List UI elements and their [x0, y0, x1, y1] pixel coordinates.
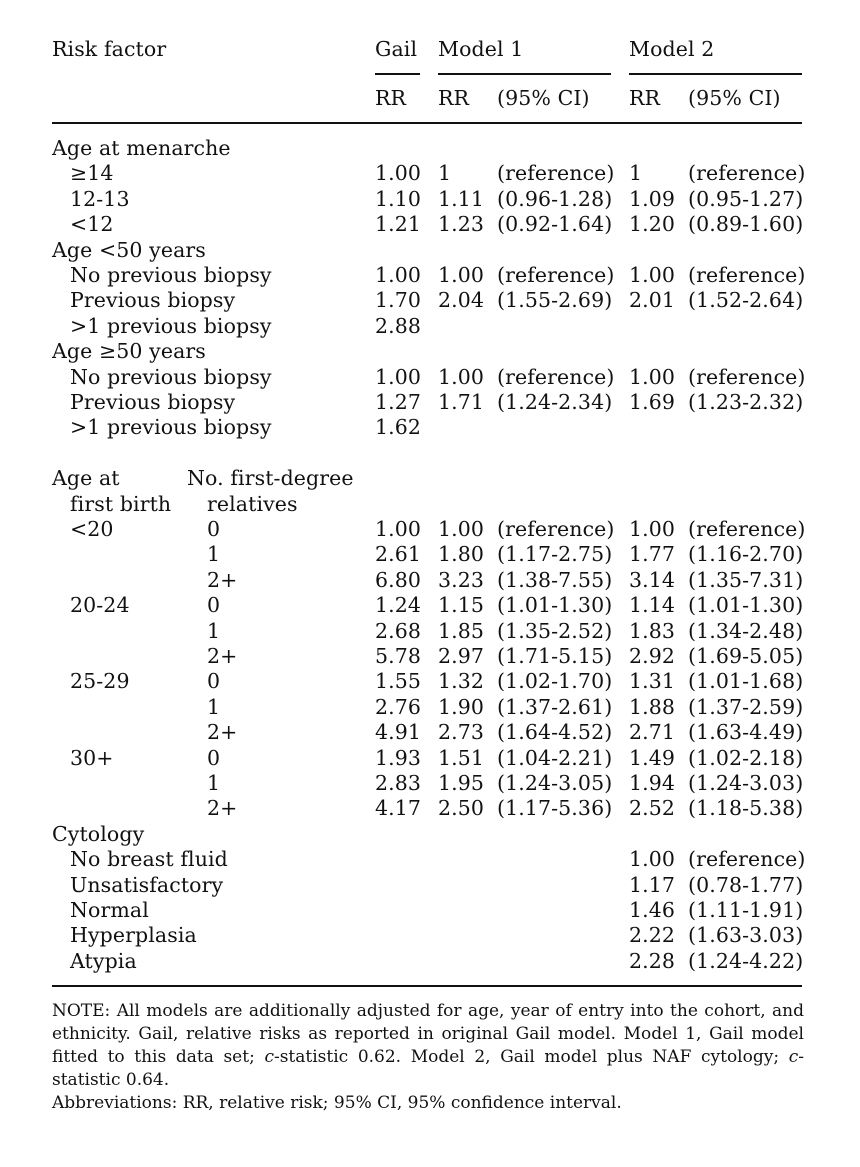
gail-rr: 1.27: [375, 390, 422, 414]
gail-rr: 2.61: [375, 542, 422, 567]
model1-rr: 1.32: [438, 669, 485, 694]
gail-rr: 1.00: [375, 364, 422, 389]
birth-age-group: 25-29: [70, 669, 130, 694]
header-gail: Gail: [375, 37, 418, 61]
model1-rr: 1.80: [438, 542, 485, 567]
subheader-m1-ci: (95% CI): [497, 86, 590, 110]
model2-ci: (1.11-1.91): [688, 898, 804, 922]
model1-rr: 3.23: [438, 567, 485, 592]
model2-ci: (0.95-1.27): [688, 186, 804, 211]
model2-ci: (1.16-2.70): [688, 542, 804, 567]
abbreviations: Abbreviations: RR, relative risk; 95% CI, 95% confidence interval.: [52, 1093, 622, 1113]
model2-rr: 1.00: [629, 847, 676, 872]
model1-rr: 1.23: [438, 212, 485, 237]
birth-header-relatives-line2: relatives: [207, 491, 298, 516]
birth-header-relatives: No. first-degree: [187, 466, 354, 491]
relatives-count: 1: [207, 542, 221, 567]
relatives-count: 2+: [207, 644, 238, 668]
rule-table-bottom: [52, 985, 802, 987]
model2-ci: (0.78-1.77): [688, 872, 804, 897]
model2-rr: 1.14: [629, 593, 676, 618]
model2-ci: (1.52-2.64): [688, 288, 804, 313]
model2-rr: 1.09: [629, 186, 676, 211]
relatives-count: 0: [207, 593, 221, 618]
model2-rr: 2.92: [629, 644, 676, 668]
gail-rr: 4.17: [375, 796, 422, 821]
model2-rr: 2.52: [629, 796, 676, 821]
model1-ci: (1.37-2.61): [497, 694, 613, 719]
row-label: Unsatisfactory: [70, 872, 224, 897]
relatives-count: 0: [207, 745, 221, 770]
gail-rr: 2.83: [375, 771, 422, 795]
gail-rr: 1.70: [375, 288, 422, 313]
row-label: No previous biopsy: [70, 364, 272, 389]
model2-ci: (1.63-3.03): [688, 923, 804, 948]
header-risk-factor: Risk factor: [52, 37, 167, 61]
model1-ci: (reference): [497, 161, 615, 186]
relatives-count: 2+: [207, 720, 238, 745]
model2-rr: 1.00: [629, 517, 676, 541]
model1-ci: (1.24-3.05): [497, 771, 613, 795]
model2-rr: 2.01: [629, 288, 676, 313]
model2-ci: (0.89-1.60): [688, 212, 804, 237]
gail-rr: 6.80: [375, 567, 422, 592]
section-title: Age <50 years: [52, 237, 206, 262]
model1-ci: (1.04-2.21): [497, 745, 613, 770]
subheader-m2-ci: (95% CI): [688, 86, 781, 110]
relatives-count: 1: [207, 694, 221, 719]
gail-rr: 1.55: [375, 669, 422, 694]
model2-ci: (reference): [688, 847, 806, 872]
model1-ci: (1.64-4.52): [497, 720, 613, 745]
model1-ci: (reference): [497, 364, 615, 389]
model2-ci: (1.35-7.31): [688, 567, 804, 592]
gail-rr: 4.91: [375, 720, 422, 745]
relatives-count: 1: [207, 618, 221, 643]
note-paragraph: NOTE: All models are additionally adjusted for age, year of entry into the cohort, and ethnicity. Gail, relative risks as reported in original Gail model. Model 1, Gail model fitted to this data set; c-statistic 0.62. Model 2, Gail model plus NAF cytology; c-statistic 0.64.: [52, 1001, 804, 1090]
model1-ci: (1.17-2.75): [497, 542, 613, 567]
rule-model2: [629, 73, 802, 75]
model1-ci: (0.96-1.28): [497, 186, 613, 211]
relatives-count: 1: [207, 771, 221, 795]
relatives-count: 0: [207, 669, 221, 694]
gail-rr: 1.62: [375, 415, 422, 440]
header-model1: Model 1: [438, 37, 524, 61]
model2-ci: (reference): [688, 263, 806, 287]
model2-rr: 1.00: [629, 263, 676, 287]
row-label: No breast fluid: [70, 847, 228, 872]
row-label: ≥14: [70, 161, 114, 186]
model2-rr: 1.49: [629, 745, 676, 770]
relatives-count: 0: [207, 517, 221, 541]
model2-rr: 1.17: [629, 872, 676, 897]
gail-rr: 1.00: [375, 263, 422, 287]
rule-gail: [375, 73, 420, 75]
birth-age-group: 30+: [70, 745, 114, 770]
model1-rr: 2.97: [438, 644, 485, 668]
row-label: Normal: [70, 898, 149, 922]
model2-ci: (reference): [688, 364, 806, 389]
gail-rr: 1.00: [375, 161, 422, 186]
model1-rr: 1.00: [438, 263, 485, 287]
model2-rr: 3.14: [629, 567, 676, 592]
model2-ci: (1.01-1.30): [688, 593, 804, 618]
row-label: >1 previous biopsy: [70, 415, 272, 440]
gail-rr: 2.68: [375, 618, 422, 643]
model2-rr: 1.88: [629, 694, 676, 719]
model1-rr: 2.73: [438, 720, 485, 745]
model2-ci: (1.02-2.18): [688, 745, 804, 770]
model1-ci: (reference): [497, 517, 615, 541]
rule-header-bottom: [52, 122, 802, 124]
subheader-m1-rr: RR: [438, 86, 470, 110]
model1-ci: (1.02-1.70): [497, 669, 613, 694]
model2-rr: 2.28: [629, 948, 676, 973]
model1-rr: 1.85: [438, 618, 485, 643]
rule-model1: [438, 73, 611, 75]
model1-rr: 2.04: [438, 288, 485, 313]
model2-rr: 1.31: [629, 669, 676, 694]
section-title: Age at menarche: [52, 136, 231, 160]
model1-rr: 1.71: [438, 390, 485, 414]
model1-rr: 1.00: [438, 364, 485, 389]
model1-rr: 1.51: [438, 745, 485, 770]
model1-rr: 1.95: [438, 771, 485, 795]
gail-rr: 1.00: [375, 517, 422, 541]
gail-rr: 5.78: [375, 644, 422, 668]
gail-rr: 2.88: [375, 313, 422, 338]
model2-ci: (1.18-5.38): [688, 796, 804, 821]
model2-ci: (1.69-5.05): [688, 644, 804, 668]
table-note: [52, 1000, 804, 1115]
model1-rr: 1: [438, 161, 452, 186]
model1-ci: (1.17-5.36): [497, 796, 613, 821]
birth-age-group: 20-24: [70, 593, 130, 618]
model2-ci: (1.34-2.48): [688, 618, 804, 643]
row-label: Previous biopsy: [70, 288, 236, 313]
subheader-gail-rr: RR: [375, 86, 407, 110]
row-label: 12-13: [70, 186, 130, 211]
model2-ci: (1.37-2.59): [688, 694, 804, 719]
model1-ci: (1.24-2.34): [497, 390, 613, 414]
row-label: Previous biopsy: [70, 390, 236, 414]
model1-ci: (1.38-7.55): [497, 567, 613, 592]
model2-rr: 1: [629, 161, 643, 186]
model2-ci: (1.63-4.49): [688, 720, 804, 745]
birth-header-age-line2: first birth: [70, 491, 172, 516]
model1-ci: (0.92-1.64): [497, 212, 613, 237]
model2-ci: (1.23-2.32): [688, 390, 804, 414]
section-title: Age ≥50 years: [52, 339, 206, 364]
model2-rr: 1.83: [629, 618, 676, 643]
model2-rr: 1.77: [629, 542, 676, 567]
row-label: >1 previous biopsy: [70, 313, 272, 338]
model1-rr: 1.00: [438, 517, 485, 541]
model1-ci: (1.71-5.15): [497, 644, 613, 668]
model2-rr: 1.69: [629, 390, 676, 414]
model1-ci: (1.55-2.69): [497, 288, 613, 313]
model2-rr: 1.46: [629, 898, 676, 922]
row-label: Hyperplasia: [70, 923, 197, 948]
model2-ci: (1.01-1.68): [688, 669, 804, 694]
gail-rr: 1.93: [375, 745, 422, 770]
model2-rr: 2.71: [629, 720, 676, 745]
gail-rr: 1.21: [375, 212, 422, 237]
model2-ci: (reference): [688, 517, 806, 541]
relatives-count: 2+: [207, 796, 238, 821]
model1-rr: 2.50: [438, 796, 485, 821]
model1-rr: 1.90: [438, 694, 485, 719]
model2-ci: (1.24-4.22): [688, 948, 804, 973]
gail-rr: 1.10: [375, 186, 422, 211]
model1-rr: 1.15: [438, 593, 485, 618]
subheader-m2-rr: RR: [629, 86, 661, 110]
gail-rr: 2.76: [375, 694, 422, 719]
gail-rr: 1.24: [375, 593, 422, 618]
model1-ci: (1.01-1.30): [497, 593, 613, 618]
birth-header-age: Age at: [52, 466, 120, 491]
section-title: Cytology: [52, 821, 145, 846]
model1-rr: 1.11: [438, 186, 485, 211]
row-label: <12: [70, 212, 114, 237]
row-label: No previous biopsy: [70, 263, 272, 287]
model2-rr: 2.22: [629, 923, 676, 948]
model2-ci: (1.24-3.03): [688, 771, 804, 795]
model2-rr: 1.94: [629, 771, 676, 795]
birth-age-group: <20: [70, 517, 114, 541]
model1-ci: (reference): [497, 263, 615, 287]
row-label: Atypia: [70, 948, 137, 973]
model1-ci: (1.35-2.52): [497, 618, 613, 643]
header-model2: Model 2: [629, 37, 715, 61]
model2-rr: 1.00: [629, 364, 676, 389]
model2-ci: (reference): [688, 161, 806, 186]
relatives-count: 2+: [207, 567, 238, 592]
model2-rr: 1.20: [629, 212, 676, 237]
